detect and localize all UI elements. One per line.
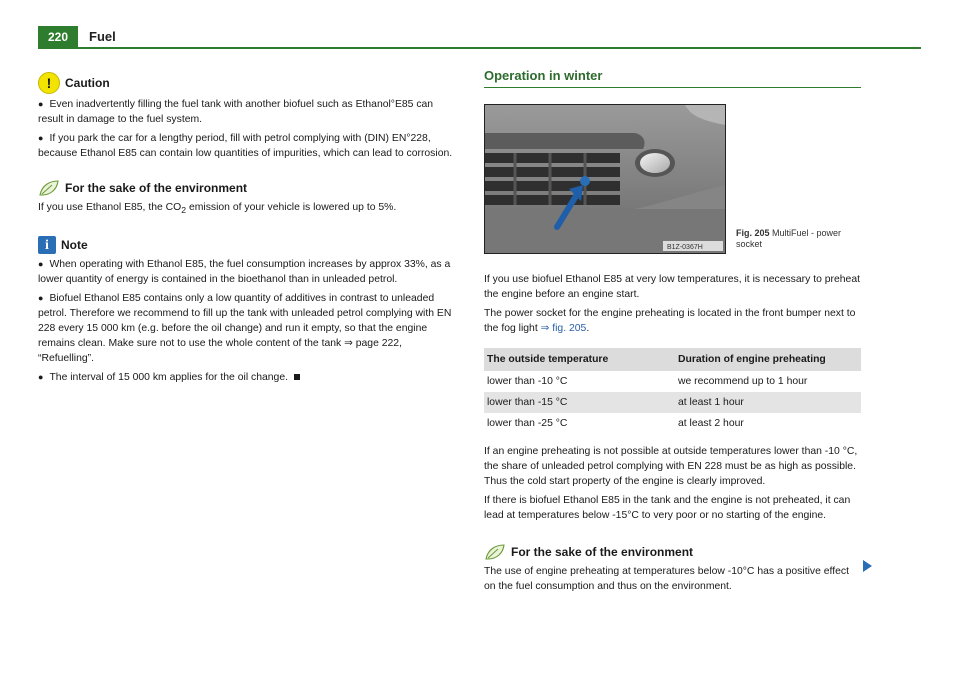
bumper-illustration	[485, 105, 725, 253]
section-heading: Operation in winter	[484, 68, 861, 88]
figure-205-image	[484, 104, 726, 254]
environment-leaf-icon	[484, 543, 506, 561]
figure-205-link[interactable]: ⇒ fig. 205	[540, 323, 587, 334]
caution-bullet-1	[38, 97, 458, 127]
para-2-text: The power socket for the engine preheating is located in the front bumper next to the fog light	[484, 308, 856, 334]
caution-bullet-2-text: If you park the car for a lengthy period, fill with petrol complying with (DIN) EN°228, because Ethanol E85 can contain low quantities of impurities, which can lead to corrosion.	[38, 133, 453, 159]
table-row	[484, 371, 861, 392]
environment-text-part: If you use Ethanol E85, the CO	[38, 202, 182, 213]
figure-caption	[736, 228, 861, 254]
para-2-end: .	[586, 323, 590, 334]
note-bullet-1-text: When operating with Ethanol E85, the fuel consumption increases by approx 33%, as a lower quantity of energy is contained in the bioethanol than in unleaded petrol.	[38, 259, 451, 286]
environment-heading-text: For the sake of the environment	[511, 544, 694, 559]
environment-heading	[38, 179, 458, 197]
figure-row	[484, 104, 861, 254]
end-of-section-icon	[294, 374, 300, 380]
caution-box	[38, 72, 458, 161]
note-bullet-2-text: Biofuel Ethanol E85 contains only a low quantity of additives in contrast to unleaded petrol. Therefore we recommend to fill up the tank with unleaded petrol complying with EN 228 every 15 000 km (e.g. before the oil change) and run it empty, so that the engine remains clean. Make sure not to use the whole content of the tank	[38, 293, 452, 350]
environment-text-part: emission of your vehicle is lowered up to 5%.	[186, 202, 397, 213]
caution-heading	[38, 72, 458, 94]
bullet-icon: ●	[38, 372, 44, 383]
table-cell: lower than -15 °C	[484, 392, 675, 413]
environment-heading	[484, 543, 861, 561]
note-bullet-3-text: The interval of 15 000 km applies for the oil change.	[49, 372, 288, 384]
table-cell: at least 1 hour	[675, 392, 861, 413]
bullet-icon: ●	[38, 259, 44, 270]
table-header-row	[484, 348, 861, 371]
note-bullet-2-ref[interactable]: page 222, “Refuelling”.	[38, 338, 402, 365]
caution-bullet-2	[38, 131, 458, 161]
caution-bullet-1-text: Even inadvertently filling the fuel tank with another biofuel such as Ethanol°E85 can result in damage to the fuel system.	[38, 99, 434, 125]
para-1: If you use biofuel Ethanol E85 at very low temperatures, it is necessary to preheat the engine before an engine start.	[484, 274, 860, 300]
para-2	[484, 306, 861, 336]
environment-box-right	[484, 543, 861, 594]
para-3: If an engine preheating is not possible at outside temperatures lower than -10 °C, the share of unleaded petrol complying with EN 228 must be as high as possible. Thus the cold start property of the engine is clearly improved.	[484, 446, 858, 487]
figure-caption-text: MultiFuel - power socket	[736, 228, 842, 249]
note-bullet-2	[38, 291, 458, 366]
environment-leaf-icon	[38, 179, 60, 197]
table-row	[484, 392, 861, 413]
caution-heading-text: Caution	[65, 75, 110, 90]
note-heading	[38, 236, 458, 254]
table-header-temperature: The outside temperature	[484, 348, 675, 371]
right-column	[484, 68, 861, 598]
header-rule	[38, 47, 921, 49]
para-4: If there is biofuel Ethanol E85 in the tank and the engine is not preheated, it can lead at temperatures below -15°C to very poor or no starting of the engine.	[484, 495, 851, 521]
page-number: 220	[38, 26, 78, 48]
table-row	[484, 413, 861, 434]
figure-label: Fig. 205	[736, 228, 770, 238]
table-cell: at least 2 hour	[678, 418, 744, 429]
bullet-icon: ●	[38, 99, 44, 109]
table-cell: lower than -25 °C	[487, 418, 568, 429]
co2-subscript: 2	[181, 205, 187, 216]
environment-text: The use of engine preheating at temperatures below -10°C has a positive effect on the fuel consumption and thus on the environment.	[484, 566, 849, 592]
note-bullet-1	[38, 257, 458, 287]
note-bullet-3	[38, 370, 458, 385]
next-page-arrow-icon[interactable]	[863, 560, 872, 572]
environment-heading-text: For the sake of the environment	[65, 180, 248, 195]
table-cell: lower than -10 °C	[487, 376, 568, 387]
left-column	[38, 72, 458, 403]
bullet-icon: ●	[38, 293, 44, 304]
bullet-icon: ●	[38, 133, 44, 143]
environment-box-left	[38, 179, 458, 218]
environment-text	[38, 200, 458, 218]
figure-code: B1Z-0367H	[667, 244, 703, 251]
caution-icon: !	[38, 72, 60, 94]
info-icon: i	[38, 236, 56, 254]
table-header-duration: Duration of engine preheating	[675, 348, 861, 371]
note-box	[38, 236, 458, 385]
table-cell: we recommend up to 1 hour	[678, 376, 808, 387]
chapter-title: Fuel	[89, 29, 116, 44]
body-text	[484, 272, 861, 336]
note-heading-text: Note	[61, 237, 88, 252]
cross-ref-arrow: ⇒	[344, 338, 353, 350]
preheating-table	[484, 348, 861, 434]
